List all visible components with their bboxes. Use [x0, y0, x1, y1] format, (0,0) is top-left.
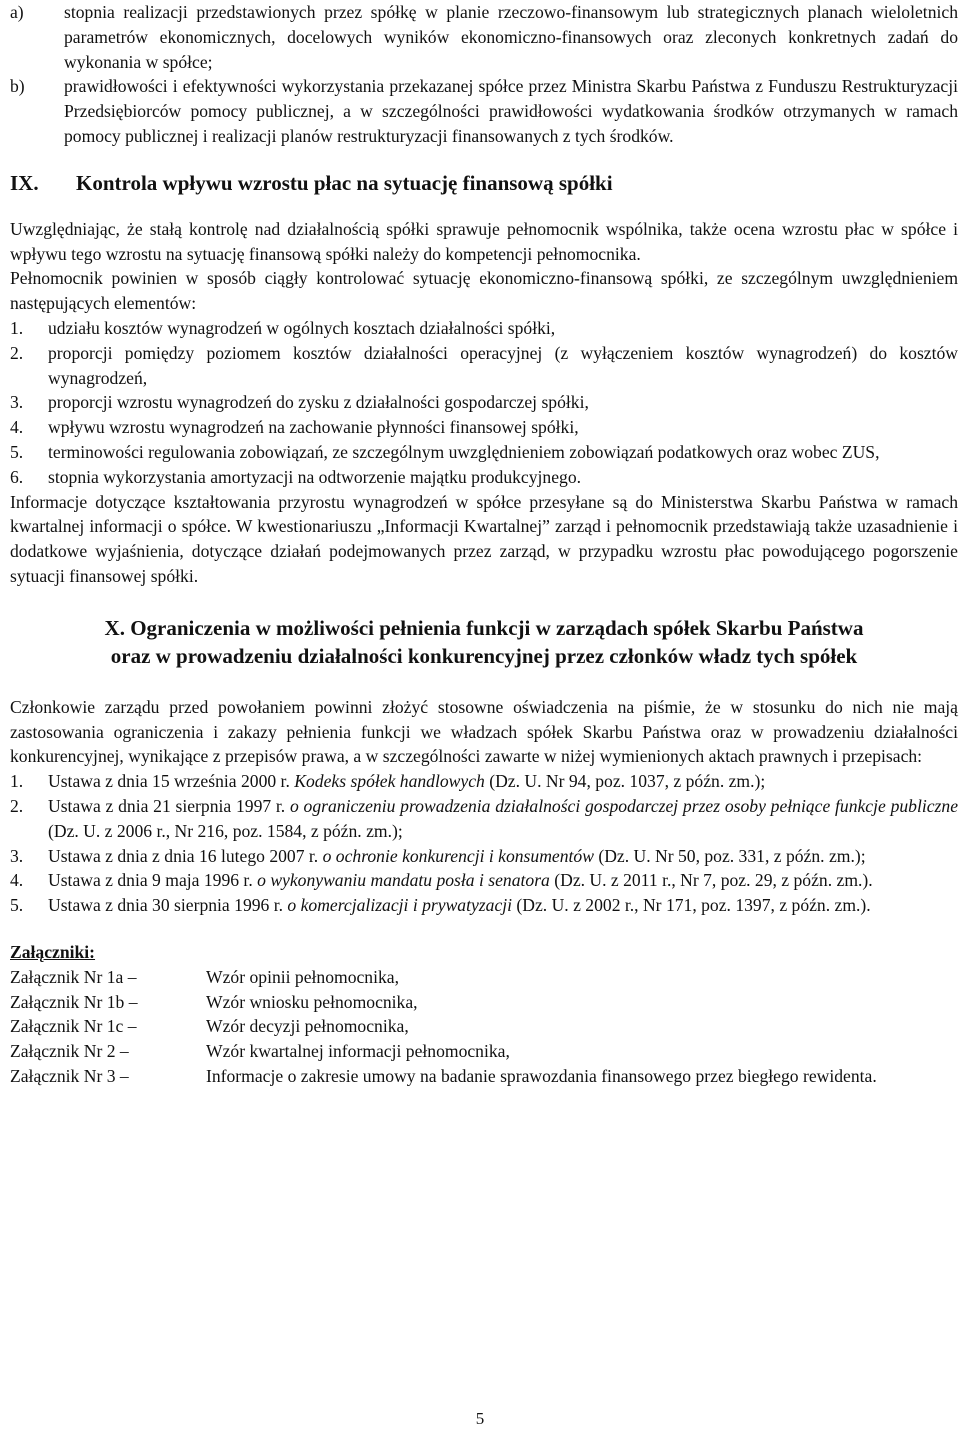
list-item [10, 390, 958, 415]
law-pre: Ustawa z dnia 30 sierpnia 1996 r. [48, 895, 288, 916]
law-pre: Ustawa z dnia 9 maja 1996 r. [48, 870, 258, 891]
law-post: (Dz. U. z 2002 r., Nr 171, poz. 1397, z późn. zm.). [512, 895, 871, 916]
attachment-item [10, 990, 958, 1015]
list-item [10, 893, 958, 918]
laws-list [10, 769, 958, 918]
law-text [48, 893, 958, 918]
list-text: prawidłowości i efektywności wykorzystania przekazanej spółce przez Ministra Skarbu Państwa z Funduszu Restrukturyzacji Przedsiębiorców pomocy publicznej, a w szczególności prawidłowości wydatkowania środków otrzymanych w ramach pomocy publicznej i realizacji planów restrukturyzacji finansowanych z tych środków. [64, 76, 958, 146]
list-text: udziału kosztów wynagrodzeń w ogólnych kosztach działalności spółki, [48, 317, 556, 338]
list-text: wpływu wzrostu wynagrodzeń na zachowanie płynności finansowej spółki, [48, 417, 579, 438]
list-label: 5. [10, 895, 24, 916]
section-9-heading [10, 170, 958, 196]
law-text [48, 794, 958, 844]
attachment-label: Załącznik Nr 1a – [10, 966, 137, 987]
list-item [10, 74, 958, 148]
attachment-item [10, 965, 958, 990]
attachment-label: Załącznik Nr 1c – [10, 1016, 137, 1037]
list-label: 1. [10, 317, 24, 338]
list-label: 4. [10, 417, 24, 438]
law-text [48, 844, 958, 869]
law-title: o komercjalizacji i prywatyzacji [287, 895, 513, 916]
list-item [10, 0, 958, 74]
attachment-text: Wzór decyzji pełnomocnika, [206, 1016, 409, 1037]
section-9-title: Kontrola wpływu wzrostu płac na sytuację finansową spółki [76, 170, 613, 195]
section-9-number: IX. [10, 170, 39, 195]
list-label: 6. [10, 466, 24, 487]
attachment-text: Wzór opinii pełnomocnika, [206, 966, 399, 987]
law-text [48, 868, 958, 893]
law-post: (Dz. U. Nr 50, poz. 331, z późn. zm.); [593, 845, 866, 866]
list-item [10, 769, 958, 794]
list-label: b) [10, 76, 25, 97]
law-pre: Ustawa z dnia 15 września 2000 r. [48, 771, 295, 792]
section-10-paragraph-1: Członkowie zarządu przed powołaniem powinni złożyć stosowne oświadczenia na piśmie, że w stosunku do nich nie mają zastosowania ograniczenia i zakazy pełnienia funkcji we władzach spółek Skarbu Państwa oraz w prowadzeniu działalności konkurencyjnej, wynikające z przepisów prawa, a w szczególności zawarte w niżej wymienionych aktach prawnych i przepisach: [10, 696, 958, 767]
attachment-item [10, 1039, 958, 1064]
attachment-item [10, 1064, 958, 1089]
section-9-paragraph-1: Uwzględniając, że stałą kontrolę nad działalnością spółki sprawuje pełnomocnik wspólnika, także ocena wzrostu płac w spółce i wpływu tego wzrostu na sytuację finansową spółki należy do kompetencji pełnomocnika. [10, 218, 958, 264]
law-title: Kodeks spółek handlowych [294, 771, 485, 792]
law-pre: Ustawa z dnia z dnia 16 lutego 2007 r. [48, 845, 323, 866]
attachment-item [10, 1014, 958, 1039]
attachments-list [10, 965, 958, 1089]
list-item [10, 868, 958, 893]
list-label: 5. [10, 441, 24, 462]
law-pre: Ustawa z dnia 21 sierpnia 1997 r. [48, 795, 290, 816]
section-10-heading [10, 614, 958, 670]
list-ab [10, 0, 958, 149]
section-9-list [10, 316, 958, 490]
list-text: stopnia wykorzystania amortyzacji na odtworzenie majątku produkcyjnego. [48, 466, 582, 487]
section-9-paragraph-3: Informacje dotyczące kształtowania przyrostu wynagrodzeń w spółce przesyłane są do Ministerstwa Skarbu Państwa w ramach kwartalnej informacji o spółce. W kwestionariuszu „Informacji Kwartalnej” zarząd i pełnomocnik przedstawiają także uzasadnienie i dodatkowe wyjaśnienia, dotyczące działań podejmowanych przez zarząd, w przypadku wzrostu płac powodującego pogorszenie sytuacji finansowej spółki. [10, 491, 958, 586]
attachment-text: Wzór wniosku pełnomocnika, [206, 991, 418, 1012]
law-title: o wykonywaniu mandatu posła i senatora [257, 870, 550, 891]
list-label: 2. [10, 342, 24, 363]
section-10-title-line-2: oraz w prowadzeniu działalności konkurencyjnej przez członków władz tych spółek [110, 643, 858, 668]
list-item [10, 465, 958, 490]
attachment-label: Załącznik Nr 2 – [10, 1041, 129, 1062]
law-text [48, 769, 958, 794]
attachment-label: Załącznik Nr 1b – [10, 991, 138, 1012]
attachment-text: Wzór kwartalnej informacji pełnomocnika, [206, 1041, 510, 1062]
list-item [10, 440, 958, 465]
list-item [10, 844, 958, 869]
list-label: 1. [10, 771, 24, 792]
law-post: (Dz. U. z 2006 r., Nr 216, poz. 1584, z późn. zm.); [48, 820, 403, 841]
law-post: (Dz. U. z 2011 r., Nr 7, poz. 29, z późn. zm.). [549, 870, 873, 891]
list-label: 2. [10, 795, 24, 816]
attachments-heading: Załączniki: [10, 941, 96, 962]
law-title: o ochronie konkurencji i konsumentów [322, 845, 594, 866]
list-label: 4. [10, 870, 24, 891]
document-page [10, 0, 958, 1089]
list-label: a) [10, 2, 24, 22]
list-text: proporcji pomiędzy poziomem kosztów działalności operacyjnej (z wyłączeniem kosztów wynagrodzeń) do kosztów wynagrodzeń, [48, 342, 958, 388]
attachment-text: Informacje o zakresie umowy na badanie sprawozdania finansowego przez biegłego rewidenta. [206, 1065, 877, 1086]
list-label: 3. [10, 392, 24, 413]
list-item [10, 415, 958, 440]
section-9-paragraph-2: Pełnomocnik powinien w sposób ciągły kontrolować sytuację ekonomiczno-finansową spółki, ze szczególnym uwzględnieniem następujących elementów: [10, 268, 958, 314]
law-post: (Dz. U. Nr 94, poz. 1037, z późn. zm.); [484, 771, 766, 792]
page-number: 5 [475, 1409, 485, 1428]
list-text: proporcji wzrostu wynagrodzeń do zysku z działalności gospodarczej spółki, [48, 392, 589, 413]
law-title: o ograniczeniu prowadzenia działalności gospodarczej przez osoby pełniące funkcje publiczne [289, 795, 959, 816]
list-item [10, 794, 958, 844]
list-item [10, 341, 958, 391]
list-text: stopnia realizacji przedstawionych przez spółkę w planie rzeczowo-finansowym lub strategicznych planach wieloletnich parametrów ekonomicznych, docelowych wyników ekonomiczno-finansowych oraz zleconych konkretnych zadań do wykonania w spółce; [64, 2, 958, 72]
section-10-title-line-1: X. Ograniczenia w możliwości pełnienia funkcji w zarządach spółek Skarbu Państwa [104, 615, 864, 640]
attachment-label: Załącznik Nr 3 – [10, 1065, 129, 1086]
list-text: terminowości regulowania zobowiązań, ze szczególnym uwzględnieniem zobowiązań podatkowych oraz wobec ZUS, [48, 441, 880, 462]
list-item [10, 316, 958, 341]
list-label: 3. [10, 845, 24, 866]
